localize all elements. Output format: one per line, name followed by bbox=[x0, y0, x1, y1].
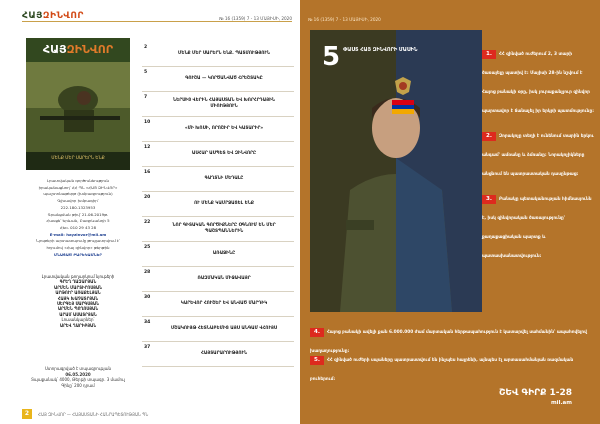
fact-item bbox=[482, 185, 594, 261]
issue-info-right: № 16 (1359) 7 - 13 ՄԱՅԻՍԻ, 2020 bbox=[308, 17, 381, 22]
toc-item[interactable] bbox=[142, 342, 294, 367]
print-line: Ստորագրված է տպագրության bbox=[44, 366, 112, 371]
toc-title: ՈՒ ՄԵՆՔ ԿԱՄՐՋԱՑԵԼ ԵՆՔ bbox=[194, 201, 254, 207]
toc-item[interactable] bbox=[142, 242, 294, 267]
table-of-contents bbox=[142, 42, 294, 367]
toc-page: 34 bbox=[144, 320, 151, 325]
fact-number: 3. bbox=[482, 195, 496, 204]
left-footer bbox=[22, 410, 292, 418]
toc-item[interactable] bbox=[142, 267, 294, 292]
fact-number: 4. bbox=[310, 328, 324, 337]
footer-text: ՀԱՅ ԶԻՆՎՈՐ — ՀԱՅԱՍՏԱՆԻ ՀԱՆՐԱՊԵՏՈՒԹՅԱՆ ՊՆ bbox=[38, 411, 149, 417]
toc-title: ԱՌԱՋԻՆԸ bbox=[212, 251, 236, 257]
staff-member: ԱՐՄԵՆ ՊՈՂՈՍՅԱՆ bbox=[57, 306, 99, 312]
toc-item[interactable] bbox=[142, 192, 294, 217]
right-header bbox=[308, 10, 596, 22]
print-price: Գինը՝ 200 դրամ bbox=[61, 382, 95, 388]
staff-member: ԱՐԵՎ ՂԱՐԻԲՅԱՆ bbox=[59, 322, 97, 328]
toc-title: ՌԱԶՄԱԿԱՆ ՄԻՋԱՎԱՅՐ bbox=[197, 276, 251, 282]
fact-item bbox=[310, 346, 596, 384]
cover-title-part-2: ԶԻՆՎՈՐ bbox=[66, 43, 114, 56]
flag-icon bbox=[392, 100, 414, 114]
toc-page: 28 bbox=[144, 270, 151, 275]
staff-member: ԱՐՄԵՆ ՄԱՐՏԻՐՈՍՅԱՆ bbox=[53, 284, 103, 290]
imprint-line: 222.180.1323953 bbox=[60, 204, 96, 210]
toc-page: 10 bbox=[144, 120, 151, 125]
theme-text: ՓԱՍՏ ՀԱՅ ԶԻՆՎՈՐԻ ՄԱՍԻՆ bbox=[343, 47, 418, 53]
fact-text: Հայոց բանակի ավելի քան 6.000.000 ժամ մարտական հերթապահություն է կատարվել սահմանին՝ ապահովելով խաղաղությունը: bbox=[310, 330, 587, 354]
staff-member: ԳՐԵՂ ՂԱԶԱՐՅԱՆ bbox=[59, 279, 97, 285]
feature-theme bbox=[322, 44, 417, 70]
facts-list bbox=[482, 40, 594, 267]
toc-page: 30 bbox=[144, 295, 151, 300]
print-line: Տպաքանակ՝ 4000, Թերթի տպագր. 3 մամուլ bbox=[31, 377, 125, 383]
left-header bbox=[22, 10, 292, 22]
toc-page: 2 bbox=[144, 45, 148, 50]
toc-page: 5 bbox=[144, 70, 148, 75]
staff-list bbox=[24, 274, 132, 328]
imprint-note: Նյութերի արտատպումը թույլատրվում է՝ bbox=[36, 238, 120, 244]
cover-thumbnail bbox=[26, 38, 130, 170]
toc-title: ԱՍՀԱՐ ԱՍՊԵՏ ԵՎ ԶԻՆՎՈՐԸ bbox=[191, 151, 257, 157]
fact-text: ՀՀ զինված ուժերում 2, 3 տարի ծառայելը պատիվ է: Մայիսի 28-ին նշվում է Հայոց բանակի օրը, իսկ յուրաքանչյուր զինվոր պարտավոր է ճանաչել իր երկրի պատմությունը: bbox=[482, 52, 594, 114]
print-date: 06.05.2020 bbox=[65, 371, 91, 377]
toc-title: ՆԵՐՍԻՑ ՎԵՐԻՆ ՀԱՅԱՍՏԱՆ ԵՎ ԽՈՐՀՐԴԱՅԻՆ ՄԻՈՒԹՅՈՒՆ bbox=[173, 98, 275, 109]
cover-caption: ՄԵՆՔ ՄԵՐ ՍԱՐԵՐՆ ԵՆՔ bbox=[26, 152, 130, 170]
imprint-note: ՄՆԱՑԱԾ ԲԱՐԵԿԱՄՆԵՐ bbox=[54, 251, 102, 257]
imprint-block bbox=[24, 178, 132, 258]
toc-title: ԿԱՐԵՎՈՐ ՀՈՒՇԵՐ ԵՎ ԱՆՎԱԾ ՄԱՐԴԻԿ bbox=[180, 301, 268, 307]
toc-page: 37 bbox=[144, 345, 151, 350]
cover-title-part-1: ՀԱՅ bbox=[42, 43, 67, 56]
toc-title: ԳԱՂՏՆԻ ՄԵԴԱԼԸ bbox=[204, 176, 244, 182]
toc-item[interactable] bbox=[142, 67, 294, 92]
soldier-portrait-illustration bbox=[310, 30, 482, 312]
logo-part-1: ՀԱՅ bbox=[22, 11, 43, 21]
imprint-line: Լրատվական գործունեություն bbox=[46, 178, 110, 183]
toc-title: ՄՇԱԿՈՒՅԹ ՀԵՏՆԱԲԵՄԻՑ ԱՅՍ ԱՆԳԱՄ ՎՀՈՒՅՍ bbox=[170, 326, 278, 332]
badge-title: ՇԵՎ ԳԻՐՔ 1-28 bbox=[499, 388, 572, 398]
toc-page: 25 bbox=[144, 245, 151, 250]
fact-text: ՀՀ զինված ուժերի սպաները պատրաստվում են ինչպես հայրենի, այնպես էլ արտասահմանյան ռազմական բուհերում: bbox=[310, 358, 574, 382]
toc-page: 16 bbox=[144, 170, 151, 175]
toc-item[interactable] bbox=[142, 117, 294, 142]
imprint-line: իրականացնող՝ ՀՀ ՊՆ «ՀԱՅ ԶԻՆՎՈՐ» bbox=[38, 184, 118, 190]
toc-item[interactable] bbox=[142, 217, 294, 242]
toc-item[interactable] bbox=[142, 92, 294, 117]
soldier-photo bbox=[310, 30, 482, 312]
fact-number: 1. bbox=[482, 50, 496, 59]
toc-item[interactable] bbox=[142, 142, 294, 167]
staff-member: ՍԵՐԳԵՅ ՍԱՐԳՍՅԱՆ bbox=[56, 301, 100, 307]
print-info bbox=[24, 366, 132, 388]
imprint-line: պաշտոնաթերթ (խմբագրություն) bbox=[43, 191, 113, 197]
staff-member: ԱՐԹՈՒՐ ԱՌԱՔԵԼՅԱՆ bbox=[55, 290, 101, 296]
fact-number: 5. bbox=[310, 356, 324, 365]
imprint-line: Գրանցման թիվ՝ 21.06.2019թ. bbox=[47, 211, 109, 217]
page-number: 2 bbox=[22, 409, 32, 419]
toc-title: ԳՈՒՇԱ — ԿՈՐԾԱՆՎԱԾ ՀՐԵՇՏԱԿԸ bbox=[185, 76, 263, 82]
imprint-email: E-mail: hayzinvor@mil.am bbox=[49, 231, 107, 237]
issue-info: № 16 (1359) 7 - 13 ՄԱՅԻՍԻ, 2020 bbox=[219, 16, 292, 21]
fact-text: Զորակոչը տեղի է ունենում տարին երկու անգամ՝ ամռանը և ձմռանը: Նորակոչիկները անցնում են պատրաստական դասընթաց: bbox=[482, 134, 594, 177]
toc-item[interactable] bbox=[142, 167, 294, 192]
toc-page: 12 bbox=[144, 145, 151, 150]
toc-item[interactable] bbox=[142, 317, 294, 342]
toc-title: ՆՈՐ ԳԻՏԱԿԱՆ ԳՈՐԾԻՔՆԵՐԸ ՕԳՆՈՒՄ ԵՆ ՄԵՐ ՊԱՇՏՊԱՆՆԵՐԻՆ bbox=[172, 223, 276, 234]
logo-part-2: ԶԻՆՎՈՐ bbox=[42, 11, 84, 21]
staff-heading: Լրատվական թողարկում նյութերի bbox=[41, 274, 115, 279]
footer-badge bbox=[499, 388, 572, 408]
theme-number: 5 bbox=[322, 42, 341, 72]
imprint-note: հղումով «Հայ զինվոր» թերթին bbox=[46, 245, 110, 251]
toc-item[interactable] bbox=[142, 292, 294, 317]
fact-text: Բանակը պետականության հիմնասյունն է, իսկ զինվորական ծառայությունը՝ քաղաքացիական պարտք և պատասխանատվություն: bbox=[482, 197, 592, 259]
right-footer bbox=[310, 388, 590, 414]
toc-title: ՀԱՅՏԱՐԱՐՈՒԹՅՈՒՆ bbox=[200, 351, 248, 357]
fact-number: 2. bbox=[482, 132, 496, 141]
imprint-line: Հեռ. 010 29 43 28 bbox=[59, 224, 97, 230]
toc-page: 22 bbox=[144, 220, 151, 225]
badge-site: mil.am bbox=[550, 400, 572, 406]
staff-member: ՀԱՅԿ ԽԱՉԱՏՐՅԱՆ bbox=[57, 295, 99, 301]
right-page bbox=[300, 0, 600, 424]
fact-item bbox=[482, 122, 594, 179]
imprint-line: Գլխավոր խմբագիր՝ bbox=[57, 198, 99, 204]
toc-title: «ՄԻ ԽՈՍԻ, ՈՐՈՇԻՐ ԵՎ ԿԱՏԱՐԻՐ» bbox=[184, 126, 264, 132]
toc-title: ՄԵՆՔ ՄԵՐ ՍԱՐԵՐՆ ԵՆՔ. ՊԱՏՄՈՒԹՅՈՒՆ bbox=[178, 51, 270, 57]
emblem-icon bbox=[394, 76, 412, 96]
cover-title bbox=[26, 38, 130, 62]
toc-page: 20 bbox=[144, 195, 151, 200]
imprint-line: Հասցե՝ Երևան, Բագրևանդի 5 bbox=[46, 218, 110, 224]
fact-item bbox=[482, 40, 594, 116]
magazine-logo bbox=[22, 11, 84, 21]
toc-item[interactable] bbox=[142, 42, 294, 67]
toc-page: 7 bbox=[144, 95, 148, 100]
staff-member: ԱՐԱՄ ԱՍԱՏՐՅԱՆ bbox=[59, 311, 97, 317]
staff-photo-label: Լուսանկարներ՝ bbox=[61, 317, 95, 323]
